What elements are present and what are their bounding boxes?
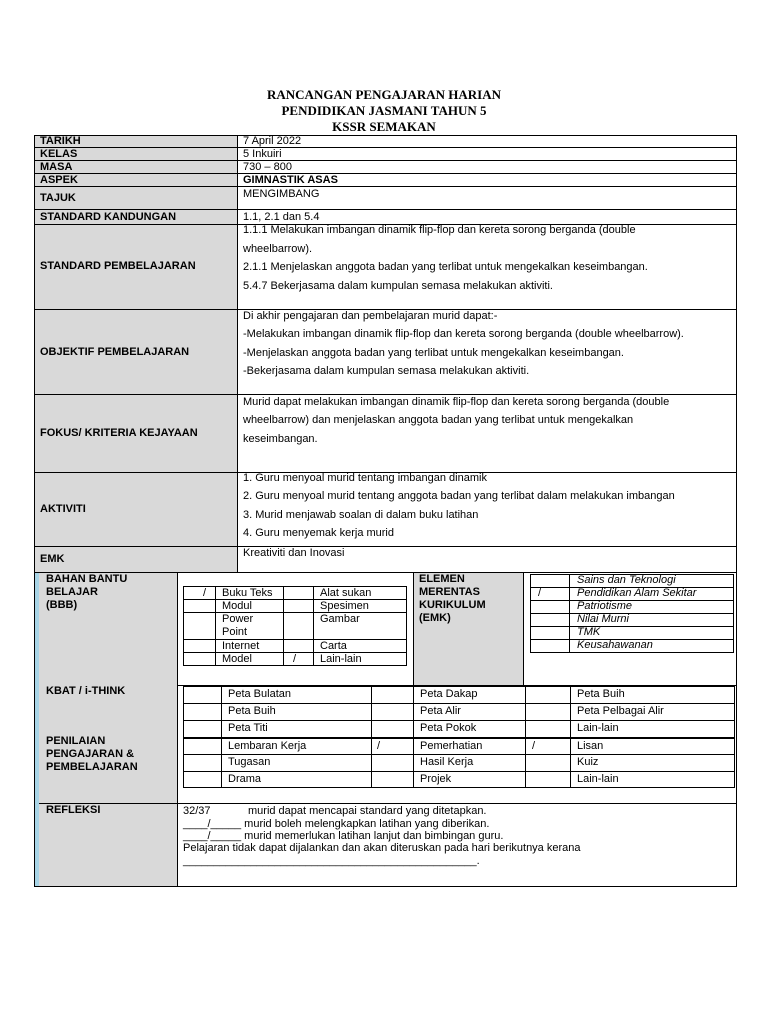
bbb-item-point: Point bbox=[222, 626, 248, 638]
penilaian-drama: Drama bbox=[228, 773, 262, 785]
penilaian-mark-1: / bbox=[377, 740, 381, 752]
aspek-value: GIMNASTIK ASAS bbox=[243, 174, 338, 186]
penilaian-label-3: PEMBELAJARAN bbox=[46, 761, 138, 773]
tajuk-value: MENGIMBANG bbox=[243, 188, 320, 200]
emk-sains: Sains dan Teknologi bbox=[577, 574, 676, 586]
tajuk-label: TAJUK bbox=[40, 192, 76, 204]
sp-line-4: 5.4.7 Bekerjasama dalam kumpulan semasa melakukan aktiviti. bbox=[243, 280, 553, 292]
emk-value: Kreativiti dan Inovasi bbox=[243, 547, 345, 559]
doc-curriculum: KSSR SEMAKAN bbox=[332, 119, 436, 134]
penilaian-projek: Projek bbox=[420, 773, 452, 785]
elemen-label-2: MERENTAS bbox=[419, 586, 480, 598]
objektif-label: OBJEKTIF PEMBELAJARAN bbox=[40, 346, 190, 358]
refleksi-line-3: ____/_____ murid memerlukan latihan lanjut dan bimbingan guru. bbox=[183, 830, 504, 842]
elemen-label-4: (EMK) bbox=[419, 612, 451, 624]
kbat-peta-alir: Peta Alir bbox=[420, 705, 461, 717]
sp-line-2: wheelbarrow). bbox=[243, 243, 313, 255]
bbb-item-power: Power bbox=[222, 613, 254, 625]
sk-label: STANDARD KANDUNGAN bbox=[40, 211, 177, 223]
emk-alam-sekitar: Pendidikan Alam Sekitar bbox=[577, 587, 697, 599]
penilaian-mark-2: / bbox=[532, 740, 536, 752]
aktiviti-label: AKTIVITI bbox=[40, 503, 86, 515]
refleksi-label: REFLEKSI bbox=[46, 804, 101, 816]
penilaian-label-1: PENILAIAN bbox=[46, 735, 106, 747]
emk-keusahawanan: Keusahawanan bbox=[577, 639, 653, 651]
aktiviti-line-4: 4. Guru menyemak kerja murid bbox=[243, 527, 394, 539]
objektif-line-2: -Melakukan imbangan dinamik flip-flop dan kereta sorong berganda (double wheelbarrow). bbox=[243, 328, 684, 340]
refleksi-line-1: murid dapat mencapai standard yang ditetapkan. bbox=[248, 805, 487, 817]
kbat-lain-lain: Lain-lain bbox=[577, 722, 619, 734]
penilaian-kuiz: Kuiz bbox=[577, 756, 599, 768]
penilaian-lembaran-kerja: Lembaran Kerja bbox=[228, 740, 307, 752]
objektif-line-1: Di akhir pengajaran dan pembelajaran murid dapat:- bbox=[243, 310, 498, 322]
label-bg-bottom bbox=[34, 225, 237, 572]
bbb-item-buku-teks: Buku Teks bbox=[222, 587, 273, 599]
penilaian-label-2: PENGAJARAN & bbox=[46, 748, 135, 760]
refleksi-count: 32/37 bbox=[183, 805, 211, 817]
emk-mark-alam: / bbox=[538, 587, 542, 599]
aktiviti-line-1: 1. Guru menyoal murid tentang imbangan dinamik bbox=[243, 472, 487, 484]
aktiviti-line-3: 3. Murid menjawab soalan di dalam buku latihan bbox=[243, 509, 479, 521]
penilaian-pemerhatian: Pemerhatian bbox=[420, 740, 483, 752]
doc-subtitle: PENDIDIKAN JASMANI TAHUN 5 bbox=[281, 103, 487, 118]
aktiviti-line-2: 2. Guru menyoal murid tentang anggota badan yang terlibat dalam melakukan imbangan bbox=[243, 490, 675, 502]
sp-label: STANDARD PEMBELAJARAN bbox=[40, 260, 196, 272]
sp-line-1: 1.1.1 Melakukan imbangan dinamik flip-flop dan kereta sorong berganda (double bbox=[243, 224, 636, 236]
kbat-peta-pelbagai-alir: Peta Pelbagai Alir bbox=[577, 705, 664, 717]
kbat-peta-bulatan: Peta Bulatan bbox=[228, 688, 291, 700]
bbb-label-3: (BBB) bbox=[46, 599, 78, 611]
emk-tmk: TMK bbox=[577, 626, 601, 638]
kbat-label: KBAT / i-THINK bbox=[46, 685, 126, 697]
bbb-item-spesimen: Spesimen bbox=[320, 600, 369, 612]
bbb-mark-1: / bbox=[203, 587, 207, 599]
aspek-label: ASPEK bbox=[40, 174, 78, 186]
refleksi-line-5: ________________________________________________. bbox=[183, 855, 480, 867]
masa-label: MASA bbox=[40, 161, 73, 173]
elemen-label-3: KURIKULUM bbox=[419, 599, 486, 611]
penilaian-hasil-kerja: Hasil Kerja bbox=[420, 756, 474, 768]
penilaian-tugasan: Tugasan bbox=[228, 756, 271, 768]
bbb-mark-lain: / bbox=[293, 653, 297, 665]
sk-value: 1.1, 2.1 dan 5.4 bbox=[243, 211, 320, 223]
kbat-peta-buih: Peta Buih bbox=[228, 705, 276, 717]
bbb-label-2: BELAJAR bbox=[46, 586, 98, 598]
bbb-item-modul: Modul bbox=[222, 600, 252, 612]
bbb-item-lain-lain: Lain-lain bbox=[320, 653, 362, 665]
tarikh-value: 7 April 2022 bbox=[243, 135, 302, 147]
refleksi-line-4: Pelajaran tidak dapat dijalankan dan akan diteruskan pada hari berikutnya kerana bbox=[183, 842, 581, 854]
doc-title: RANCANGAN PENGAJARAN HARIAN bbox=[267, 87, 501, 102]
refleksi-line-2: ____/_____ murid boleh melengkapkan latihan yang diberikan. bbox=[183, 818, 490, 830]
fokus-line-3: keseimbangan. bbox=[243, 433, 318, 445]
kelas-label: KELAS bbox=[40, 148, 78, 160]
fokus-line-2: wheelbarrow) dan menjelaskan anggota badan yang terlibat untuk mengekalkan bbox=[243, 414, 634, 426]
fokus-label: FOKUS/ KRITERIA KEJAYAAN bbox=[40, 427, 198, 439]
kelas-value: 5 Inkuiri bbox=[243, 148, 282, 160]
penilaian-lisan: Lisan bbox=[577, 740, 604, 752]
bbb-item-internet: Internet bbox=[222, 640, 260, 652]
kbat-peta-pokok: Peta Pokok bbox=[420, 722, 477, 734]
bbb-item-model: Model bbox=[222, 653, 252, 665]
kbat-peta-titi: Peta Titi bbox=[228, 722, 268, 734]
bbb-label-1: BAHAN BANTU bbox=[46, 573, 128, 585]
kbat-peta-dakap: Peta Dakap bbox=[420, 688, 478, 700]
bbb-item-carta: Carta bbox=[320, 640, 347, 652]
fokus-line-1: Murid dapat melakukan imbangan dinamik flip-flop dan kereta sorong berganda (double bbox=[243, 396, 670, 408]
elemen-label-1: ELEMEN bbox=[419, 573, 465, 585]
masa-value: 730 – 800 bbox=[243, 161, 292, 173]
objektif-line-4: -Bekerjasama dalam kumpulan semasa melakukan aktiviti. bbox=[243, 365, 530, 377]
kbat-peta-buih-2: Peta Buih bbox=[577, 688, 625, 700]
objektif-line-3: -Menjelaskan anggota badan yang terlibat untuk mengekalkan keseimbangan. bbox=[243, 347, 624, 359]
sp-line-3: 2.1.1 Menjelaskan anggota badan yang terlibat untuk mengekalkan keseimbangan. bbox=[243, 261, 648, 273]
emk-label: EMK bbox=[40, 553, 65, 565]
emk-nilai-murni: Nilai Murni bbox=[577, 613, 629, 625]
penilaian-lain-lain: Lain-lain bbox=[577, 773, 619, 785]
emk-patriotisme: Patriotisme bbox=[577, 600, 633, 612]
bbb-item-alat-sukan: Alat sukan bbox=[320, 587, 372, 599]
bbb-item-gambar: Gambar bbox=[320, 613, 360, 625]
tarikh-label: TARIKH bbox=[40, 135, 81, 147]
